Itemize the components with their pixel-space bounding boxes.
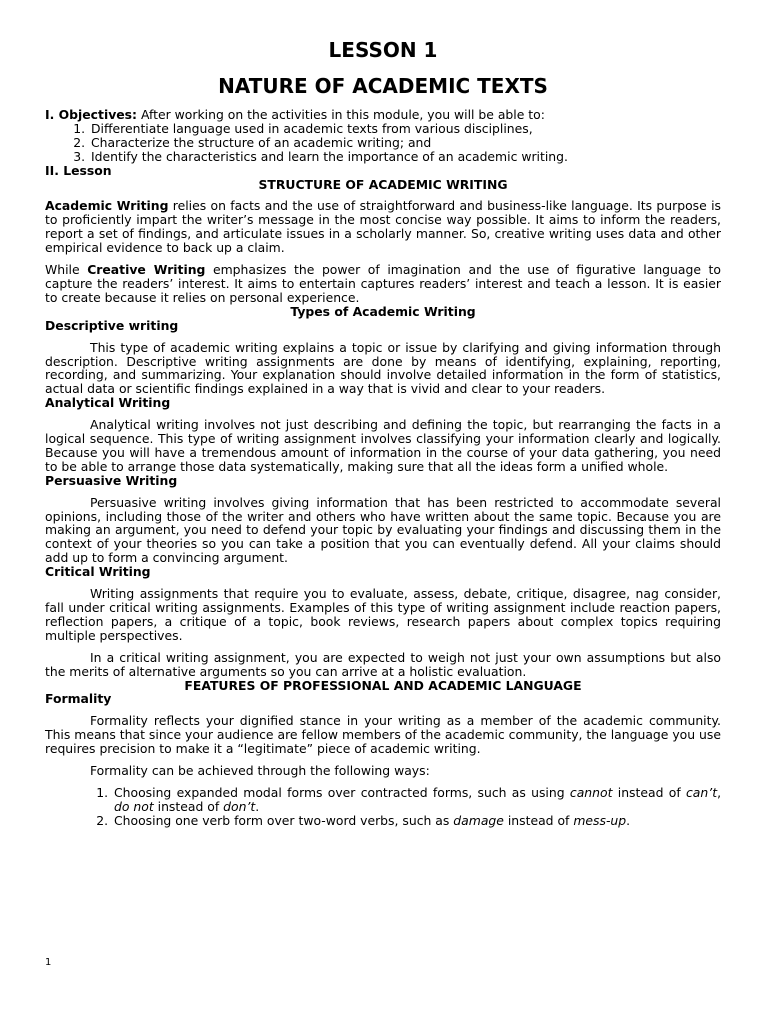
types-heading: Types of Academic Writing [290, 303, 476, 319]
formality-way-item: 2. Choosing one verb form over two-word verbs, such as damage instead of mess-up. [112, 814, 721, 828]
formality-ways-intro: Formality can be achieved through the following ways: [90, 763, 430, 779]
creative-writing-term: Creative Writing [87, 262, 206, 278]
objectives-label: I. Objectives: [45, 107, 138, 122]
objective-item: 3. Identify the characteristics and learn the importance of an academic writing. [89, 150, 721, 164]
structure-heading: STRUCTURE OF ACADEMIC WRITING [258, 176, 508, 192]
descriptive-text: This type of academic writing explains a topic or issue by clarifying and giving information through description. Descriptive writing assignments are done by means of identifying, explaining, reporting, recording, and summarizing. Your explanation should involve detailed information in the form of statistics, actual data or scientific findings explained in a way that is vivid and clear to your readers. [45, 339, 721, 397]
persuasive-title: Persuasive Writing [45, 472, 178, 488]
lesson-title: LESSON 1 [328, 38, 438, 62]
formality-title: Formality [45, 691, 112, 707]
creative-writing-paragraph: While Creative Writing emphasizes the power of imagination and the use of figurative language to capture the readers’ interest. It aims to entertain captures readers’ interest and teach a lesson. It is easier to create because it relies on personal experience. [45, 262, 721, 305]
formality-ways-list [45, 786, 721, 828]
features-heading: FEATURES OF PROFESSIONAL AND ACADEMIC LANGUAGE [184, 677, 582, 693]
document-page [45, 36, 721, 828]
critical-text-1: Writing assignments that require you to evaluate, assess, debate, critique, disagree, nag consider, fall under critical writing assignments. Examples of this type of writing assignment include reaction papers, reflection papers, a critique of a topic, book reviews, research papers about complex topics requiring multiple perspectives. [45, 586, 721, 643]
analytical-text: Analytical writing involves not just describing and defining the topic, but rearranging the facts in a logical sequence. This type of writing assignment involves classifying your information clearly and logically. Because you will have a tremendous amount of information in the course of your data gathering, you need to be able to arrange those data systematically, making sure that all the ideas form a unified whole. [45, 417, 721, 474]
formality-way-item: 1. Choosing expanded modal forms over contracted forms, such as using cannot instead of can’t, do not instead of don’t. [112, 786, 721, 814]
objectives-intro [45, 108, 721, 122]
persuasive-text: Persuasive writing involves giving information that has been restricted to accommodate several opinions, including those of the writer and others who have written about the same topic. Because you are making an argument, you need to defend your topic by evaluating your findings and discussing them in the context of your theories so you can take a position that you can eventually defend. All your claims should add up to form a convincing argument. [45, 494, 721, 566]
page-number: 1 [45, 957, 52, 968]
formality-text: Formality reflects your dignified stance in your writing as a member of the academic community. This means that since your audience are fellow members of the academic community, the language you use requires precision to make it a “legitimate” piece of academic writing. [45, 713, 721, 757]
objectives-list [45, 122, 721, 164]
critical-title: Critical Writing [45, 564, 151, 580]
objective-item: 1. Differentiate language used in academic texts from various disciplines, [89, 122, 721, 136]
objective-item: 2. Characterize the structure of an academic writing; and [89, 136, 721, 150]
subject-title: NATURE OF ACADEMIC TEXTS [218, 74, 548, 98]
analytical-title: Analytical Writing [45, 395, 171, 411]
critical-text-2: In a critical writing assignment, you are expected to weigh not just your own assumptions but also the merits of alternative arguments so you can arrive at a holistic evaluation. [45, 649, 721, 679]
lesson-label: II. Lesson [45, 162, 112, 178]
academic-writing-paragraph: Academic Writing relies on facts and the use of straightforward and business-like language. Its purpose is to proficiently impart the writer’s message in the most concise way possible. It aims to inform the readers, report a set of findings, and articulate issues in a scholarly manner. So, creative writing uses data and other empirical evidence to back up a claim. [45, 198, 721, 256]
descriptive-title: Descriptive writing [45, 317, 179, 333]
academic-writing-term: Academic Writing [45, 198, 169, 214]
objectives-intro-text: After working on the activities in this module, you will be able to: [140, 107, 545, 122]
